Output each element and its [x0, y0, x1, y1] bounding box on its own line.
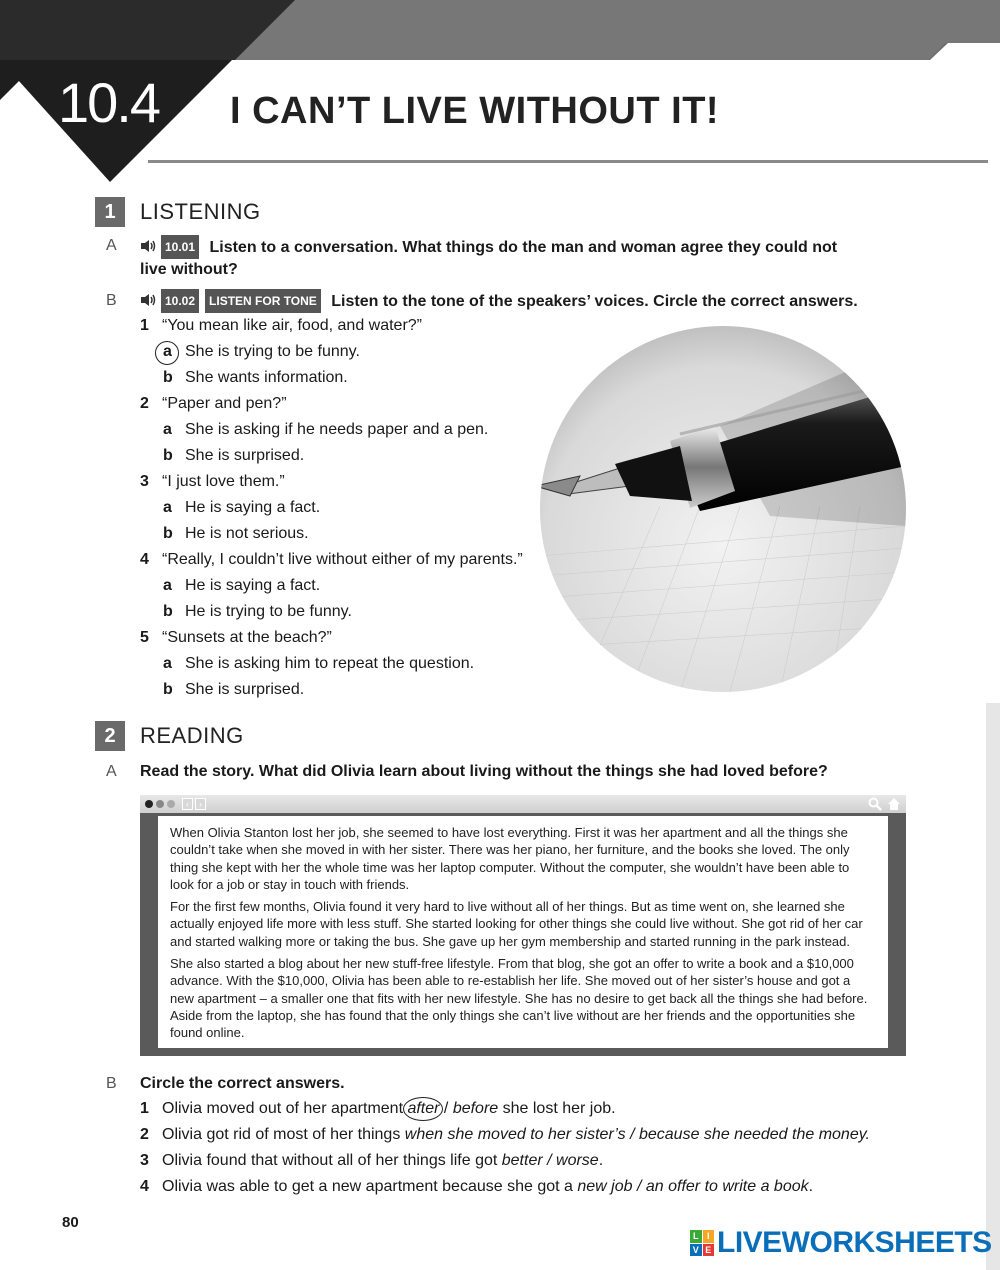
- story-paragraph: She also started a blog about her new stuff-free lifestyle. From that blog, she got an offer to write a book and a $10,000 advance. With the $10,000, Olivia has been able to re-establish her life. She moved out of her sister’s house and got a new apartment – a smaller one that fits with her new lifestyle. She has no desire to get back all the things she had before. Aside from the laptop, she has found that the only things she can’t live without are her friends and the opportunities she found online.: [170, 956, 868, 1041]
- option-letter[interactable]: b: [163, 369, 173, 386]
- question-stem: she lost her job.: [498, 1100, 616, 1117]
- back-arrow-icon[interactable]: ‹: [182, 798, 193, 810]
- question-text: “I just love them.”: [162, 473, 285, 490]
- story-text: [158, 816, 888, 1048]
- question-stem: .: [808, 1178, 814, 1195]
- window-dot-icon: [167, 800, 175, 808]
- page-title: I CAN’T LIVE WITHOUT IT!: [230, 90, 720, 132]
- question-number: 2: [140, 395, 149, 412]
- story-browser-window: [140, 795, 906, 1056]
- brand-name: LIVEWORKSHEETS: [717, 1226, 992, 1259]
- instruction-text: live without?: [140, 261, 238, 278]
- option-letter[interactable]: a: [163, 343, 172, 360]
- story-paragraph: When Olivia Stanton lost her job, she seemed to have lost everything. First it was her apartment and all the things she couldn’t take when she moved in with her sister. There was her piano, her furniture, and the books she loved. The only thing she kept with her the whole time was her laptop computer. Without the computer, she wouldn’t have been able to look for a job or stay in touch with friends.: [170, 825, 850, 892]
- window-dot-icon: [145, 800, 153, 808]
- audio-icon[interactable]: [140, 293, 158, 307]
- question-stem: .: [865, 1126, 870, 1143]
- option-letter[interactable]: a: [163, 577, 172, 594]
- page-edge-strip: [986, 703, 1000, 1270]
- story-paragraph: For the first few months, Olivia found it very hard to live without all of her things. But as time went on, she learned she actually enjoyed life more with less stuff. She started looking for other things she could live without. She got rid of her car and started walking more or taking the bus. She gave up her gym membership and started running in the park instead.: [170, 899, 863, 949]
- browser-toolbar: [140, 795, 906, 813]
- instruction-1b: [140, 289, 900, 313]
- instruction-1a: [140, 235, 860, 281]
- forward-arrow-icon[interactable]: ›: [195, 798, 206, 810]
- question-number: 5: [140, 629, 149, 646]
- option-text[interactable]: She is trying to be funny.: [185, 343, 360, 360]
- question-number: 2: [140, 1126, 149, 1143]
- option-letter[interactable]: a: [163, 499, 172, 516]
- question-number: 4: [140, 551, 149, 568]
- answer-option[interactable]: because she needed the money: [638, 1126, 866, 1143]
- option-separator: /: [632, 1178, 646, 1195]
- liveworksheets-logo[interactable]: [690, 1226, 992, 1260]
- question-number: 3: [140, 1152, 149, 1169]
- option-text[interactable]: She is surprised.: [185, 681, 305, 698]
- question-text: [162, 1152, 603, 1170]
- unit-number: 10.4: [58, 71, 159, 134]
- answer-option[interactable]: worse: [556, 1152, 599, 1169]
- section-title: READING: [140, 723, 244, 748]
- option-text[interactable]: She wants information.: [185, 369, 348, 386]
- question-text: [162, 1178, 813, 1196]
- home-icon[interactable]: [887, 797, 901, 811]
- question-text: “You mean like air, food, and water?”: [162, 317, 423, 334]
- question-number: 1: [140, 317, 149, 334]
- skill-tag: LISTEN FOR TONE: [205, 289, 321, 313]
- question-number: 1: [140, 1100, 149, 1117]
- option-letter[interactable]: b: [163, 681, 173, 698]
- section-number: 2: [95, 721, 125, 751]
- audio-track-tag: 10.01: [161, 235, 199, 259]
- question-text: “Really, I couldn’t live without either of my parents.”: [162, 551, 523, 568]
- answer-option[interactable]: an offer to write a book: [645, 1178, 809, 1195]
- part-letter: A: [106, 763, 117, 780]
- audio-icon[interactable]: [140, 239, 158, 253]
- part-letter: B: [106, 292, 117, 309]
- part-letter: B: [106, 1075, 117, 1092]
- option-text[interactable]: He is saying a fact.: [185, 577, 321, 594]
- window-dot-icon: [156, 800, 164, 808]
- option-text[interactable]: She is surprised.: [185, 447, 305, 464]
- question-text: “Paper and pen?”: [162, 395, 287, 412]
- section-number: 1: [95, 197, 125, 227]
- option-letter[interactable]: a: [163, 421, 172, 438]
- answer-option[interactable]: before: [452, 1100, 499, 1117]
- section-header-listening: [95, 197, 261, 227]
- page-number: 80: [62, 1214, 79, 1231]
- option-text[interactable]: He is trying to be funny.: [185, 603, 352, 620]
- instruction-text: Listen to a conversation. What things do the man and woman agree they could not: [209, 239, 838, 256]
- option-letter[interactable]: b: [163, 525, 173, 542]
- option-text[interactable]: She is asking if he needs paper and a pen.: [185, 421, 489, 438]
- question-stem: Olivia got rid of most of her things: [162, 1126, 405, 1143]
- option-letter[interactable]: b: [163, 603, 173, 620]
- question-text: [162, 1100, 616, 1118]
- search-icon[interactable]: [868, 797, 882, 811]
- section-header-reading: [95, 721, 244, 751]
- answer-option[interactable]: better: [501, 1152, 543, 1169]
- option-separator: /: [625, 1126, 639, 1143]
- option-letter[interactable]: a: [163, 655, 172, 672]
- fountain-pen-photo: [540, 326, 906, 692]
- option-text[interactable]: He is saying a fact.: [185, 499, 321, 516]
- question-number: 3: [140, 473, 149, 490]
- option-separator: /: [542, 1152, 557, 1169]
- question-stem: Olivia was able to get a new apartment because she got a: [162, 1178, 578, 1195]
- question-text: [162, 1126, 870, 1144]
- question-number: 4: [140, 1178, 149, 1195]
- question-stem: Olivia found that without all of her things life got: [162, 1152, 502, 1169]
- question-text: “Sunsets at the beach?”: [162, 629, 332, 646]
- question-stem: .: [598, 1152, 604, 1169]
- option-text[interactable]: She is asking him to repeat the question.: [185, 655, 475, 672]
- option-separator: /: [439, 1100, 453, 1117]
- part-letter: A: [106, 237, 117, 254]
- question-stem: Olivia moved out of her apartment: [162, 1100, 408, 1117]
- option-letter[interactable]: b: [163, 447, 173, 464]
- instruction-2a: Read the story. What did Olivia learn about living without the things she had loved before?: [140, 763, 828, 780]
- audio-track-tag: 10.02: [161, 289, 199, 313]
- answer-option[interactable]: after: [407, 1100, 440, 1117]
- title-divider: [148, 160, 988, 163]
- instruction-2b: Circle the correct answers.: [140, 1075, 345, 1092]
- answer-option[interactable]: when she moved to her sister’s: [404, 1126, 626, 1143]
- brand-logo-icon: L I V E: [690, 1230, 714, 1256]
- answer-option[interactable]: new job: [577, 1178, 633, 1195]
- instruction-text: Listen to the tone of the speakers’ voices. Circle the correct answers.: [331, 293, 858, 310]
- option-text[interactable]: He is not serious.: [185, 525, 309, 542]
- section-title: LISTENING: [140, 199, 261, 224]
